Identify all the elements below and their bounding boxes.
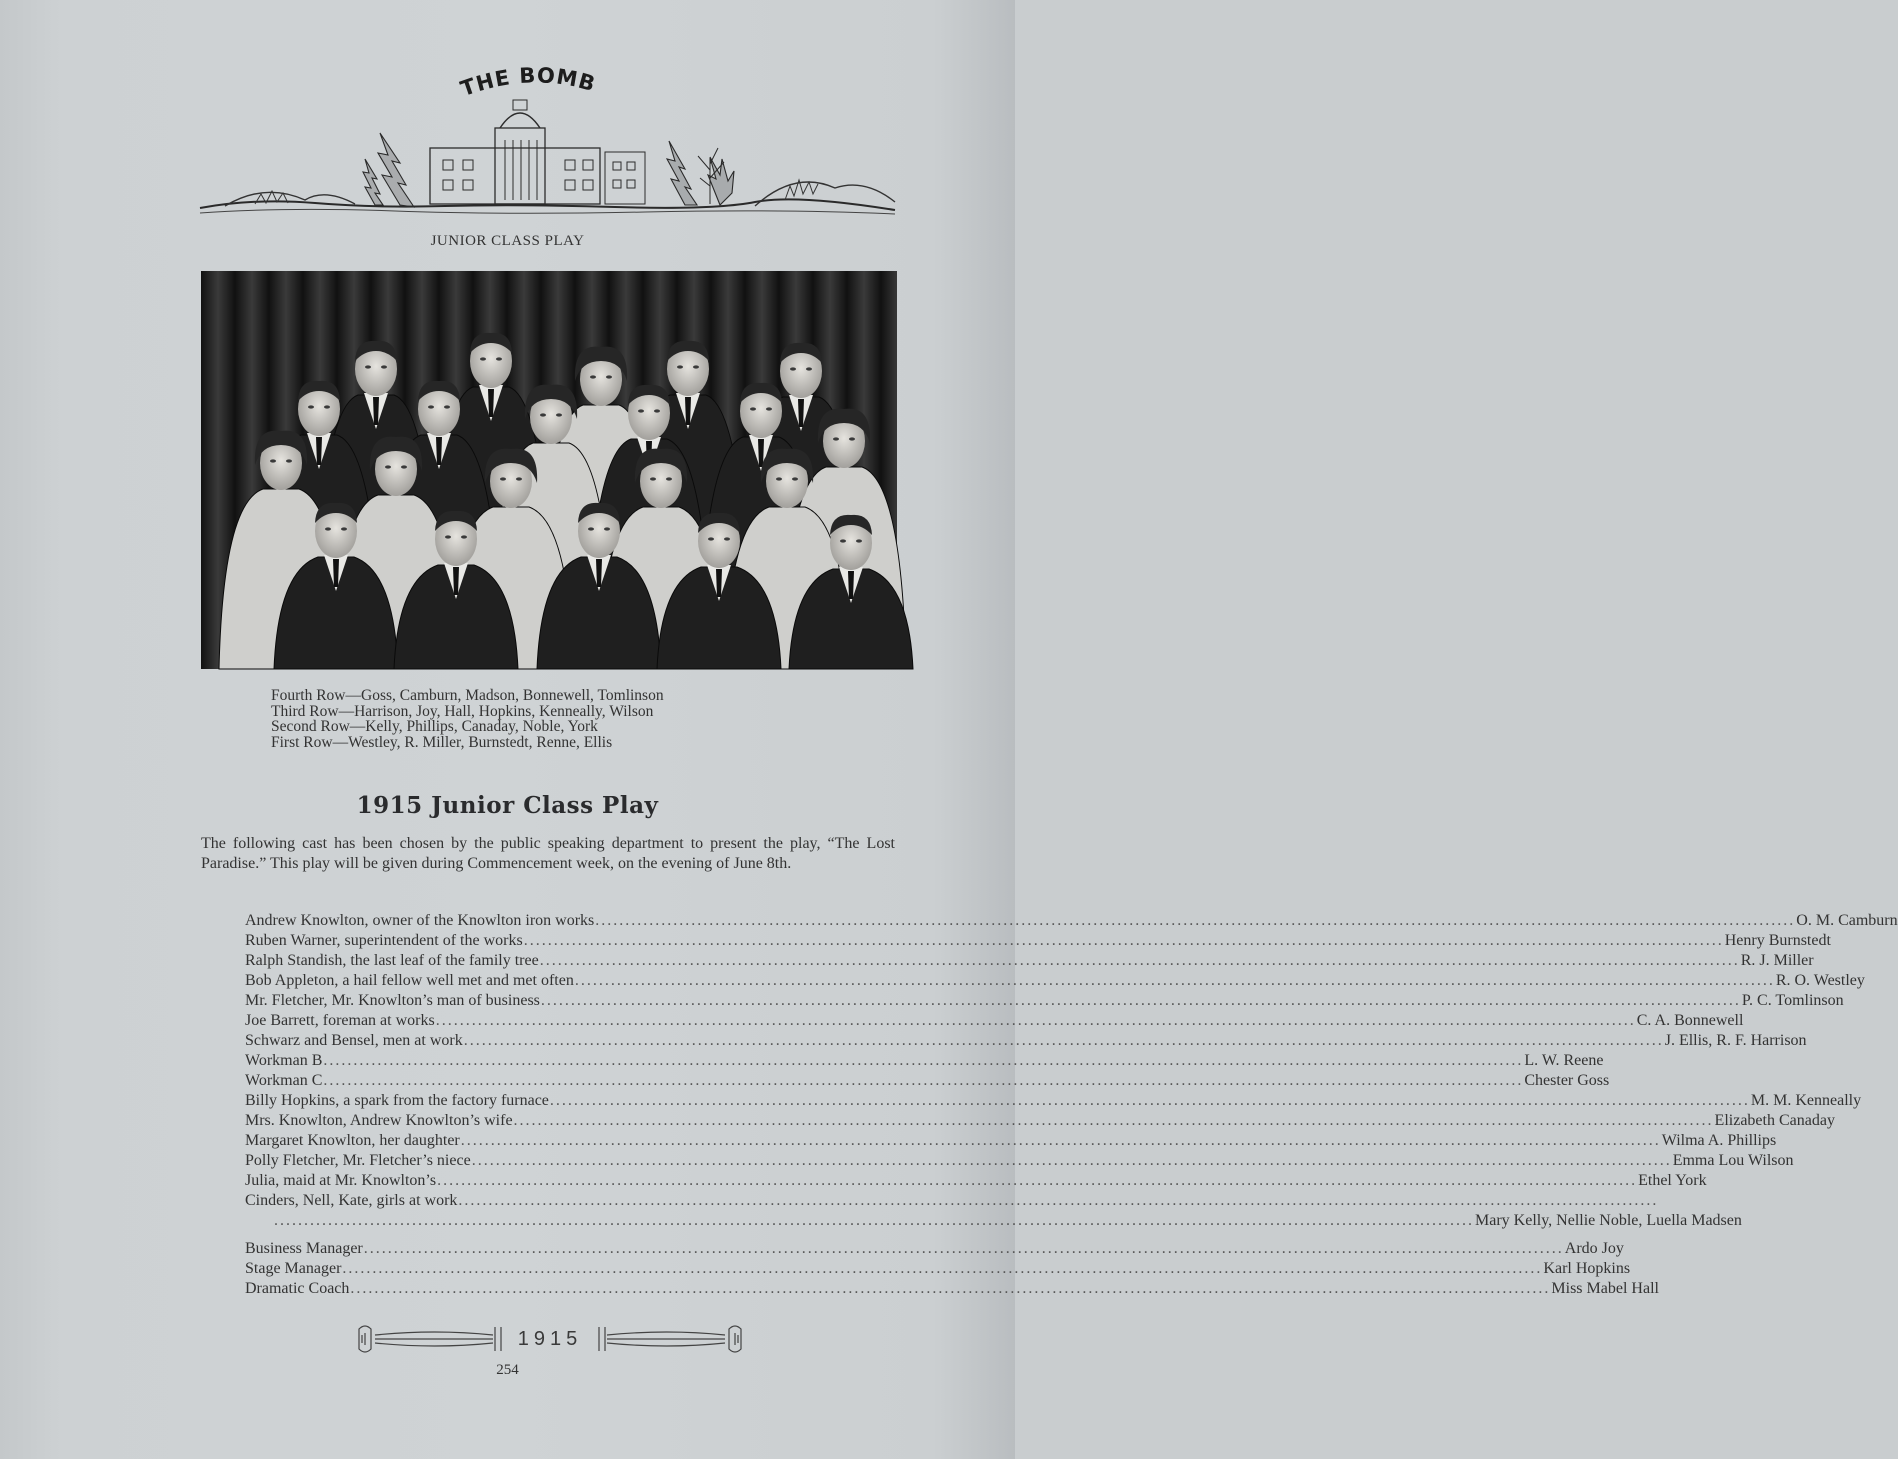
actor-name: Ardo Joy [1564,1240,1624,1257]
cast-line [245,1071,1610,1091]
play-title: 1915 Junior Class Play [356,792,659,819]
leader-dots: ........................................................................................................................................................................................................ [549,1092,1750,1109]
cast-line [245,1171,1707,1191]
cast-list [245,911,1898,1299]
cast-line [245,931,1831,951]
row-caption: First Row—Westley, R. Miller, Burnstedt, Renne, Ellis [271,733,613,751]
leader-dots: ........................................................................................................................................................................................................ [539,952,1740,969]
cast-line [245,1151,1794,1171]
actor-name: Karl Hopkins [1543,1260,1631,1277]
leader-dots: ........................................................................................................................................................................................................ [513,1112,1714,1129]
role-name: Polly Fletcher, Mr. Fletcher’s niece [245,1152,471,1169]
page-number: 254 [496,1362,519,1378]
leader-dots: ........................................................................................................................................................................................................ [540,992,1741,1009]
row-caption: Third Row—Harrison, Joy, Hall, Hopkins, Kenneally, Wilson [271,702,654,720]
actor-name: O. M. Camburn [1796,912,1898,929]
cast-line [245,1211,1742,1231]
role-name: Ralph Standish, the last leaf of the family tree [245,952,539,969]
role-name: Bob Appleton, a hail fellow well met and met often [245,972,574,989]
actor-name: L. W. Reene [1524,1052,1604,1069]
cast-line [245,1031,1807,1051]
cast-line [245,1011,1744,1031]
leader-dots: ........................................................................................................................................................................................................ [342,1260,1543,1277]
leader-dots: ........................................................................................................................................................................................................ [323,1052,1524,1069]
role-name: Mr. Fletcher, Mr. Knowlton’s man of business [245,992,540,1009]
leader-dots: ........................................................................................................................................................................................................ [463,1032,1664,1049]
row-identifications [271,688,871,750]
row-caption: Second Row—Kelly, Phillips, Canaday, Noble, York [271,718,598,735]
leader-dots: ........................................................................................................................................................................................................ [437,1172,1638,1189]
row-caption: Fourth Row—Goss, Camburn, Madson, Bonnewell, Tomlinson [271,687,664,704]
cast-line [245,911,1898,931]
group-photo [201,271,897,669]
role-name: Schwarz and Bensel, men at work [245,1032,463,1049]
leader-dots: ........................................................................................................................................................................................................ [323,1072,1524,1089]
role-name: Joe Barrett, foreman at works [245,1012,435,1029]
leader-dots: ........................................................................................................................................................................................................ [471,1152,1672,1169]
footer-ornament [355,1321,745,1357]
leader-dots: ........................................................................................................................................................................................................ [523,932,1724,949]
leader-dots: ........................................................................................................................................................................................................ [274,1212,1474,1229]
leader-dots: ........................................................................................................................................................................................................ [350,1280,1551,1297]
intro-paragraph: The following cast has been chosen by the public speaking department to present the play, “The Lost Paradise.” This play will be given during Commencement week, on the evening of June 8th. [201,835,895,872]
cast-line [245,1191,1659,1211]
role-name: Ruben Warner, superintendent of the works [245,932,523,949]
leader-dots: ........................................................................................................................................................................................................ [460,1132,1661,1149]
header-title: THE BOMB [457,63,599,102]
cast-line [245,1091,1862,1111]
actor-name: J. Ellis, R. F. Harrison [1664,1032,1807,1049]
role-name: Workman C [245,1072,323,1089]
role-name: Andrew Knowlton, owner of the Knowlton iron works [245,912,595,929]
actor-name: M. M. Kenneally [1750,1092,1862,1109]
staff-line [245,1259,1631,1279]
role-name: Mrs. Knowlton, Andrew Knowlton’s wife [245,1112,513,1129]
actor-name: Elizabeth Canaday [1714,1112,1835,1129]
actor-name: Mary Kelly, Nellie Noble, Luella Madsen [1475,1212,1742,1229]
cast-line [245,1131,1777,1151]
role-name: Margaret Knowlton, her daughter [245,1132,460,1149]
leader-dots: ........................................................................................................................................................................................................ [363,1240,1564,1257]
cast-line [245,1111,1835,1131]
header-illustration [195,60,900,220]
staff-line [245,1279,1659,1299]
cast-line [245,991,1844,1011]
actor-name: Emma Lou Wilson [1672,1152,1794,1169]
role-name: Dramatic Coach [245,1280,350,1297]
role-name: Stage Manager [245,1260,342,1277]
actor-name: Ethel York [1638,1172,1707,1189]
actor-name: Wilma A. Phillips [1661,1132,1777,1149]
actor-name: R. J. Miller [1740,952,1814,969]
leader-dots: ........................................................................................................................................................................................................ [574,972,1775,989]
actor-name: C. A. Bonnewell [1636,1012,1744,1029]
role-name: Business Manager [245,1240,363,1257]
section-caption: JUNIOR CLASS PLAY [430,233,585,249]
actor-name: Chester Goss [1524,1072,1610,1089]
role-name: Julia, maid at Mr. Knowlton’s [245,1172,437,1189]
role-name: Cinders, Nell, Kate, girls at work [245,1192,458,1209]
cast-line [245,951,1814,971]
actor-name: Miss Mabel Hall [1551,1280,1659,1297]
actor-name: P. C. Tomlinson [1741,992,1844,1009]
footer-year: 1915 [517,1328,583,1350]
leader-dots: ........................................................................................................................................................................................................ [435,1012,1636,1029]
staff-line [245,1239,1624,1259]
cast-line [245,1051,1604,1071]
leader-dots: ........................................................................................................................................................................................................ [595,912,1796,929]
role-name: Billy Hopkins, a spark from the factory furnace [245,1092,549,1109]
leader-dots: ........................................................................................................................................................................................................ [458,1192,1659,1209]
actor-name: R. O. Westley [1775,972,1865,989]
actor-name: Henry Burnstedt [1724,932,1831,949]
cast-line [245,971,1865,991]
role-name: Workman B [245,1052,323,1069]
